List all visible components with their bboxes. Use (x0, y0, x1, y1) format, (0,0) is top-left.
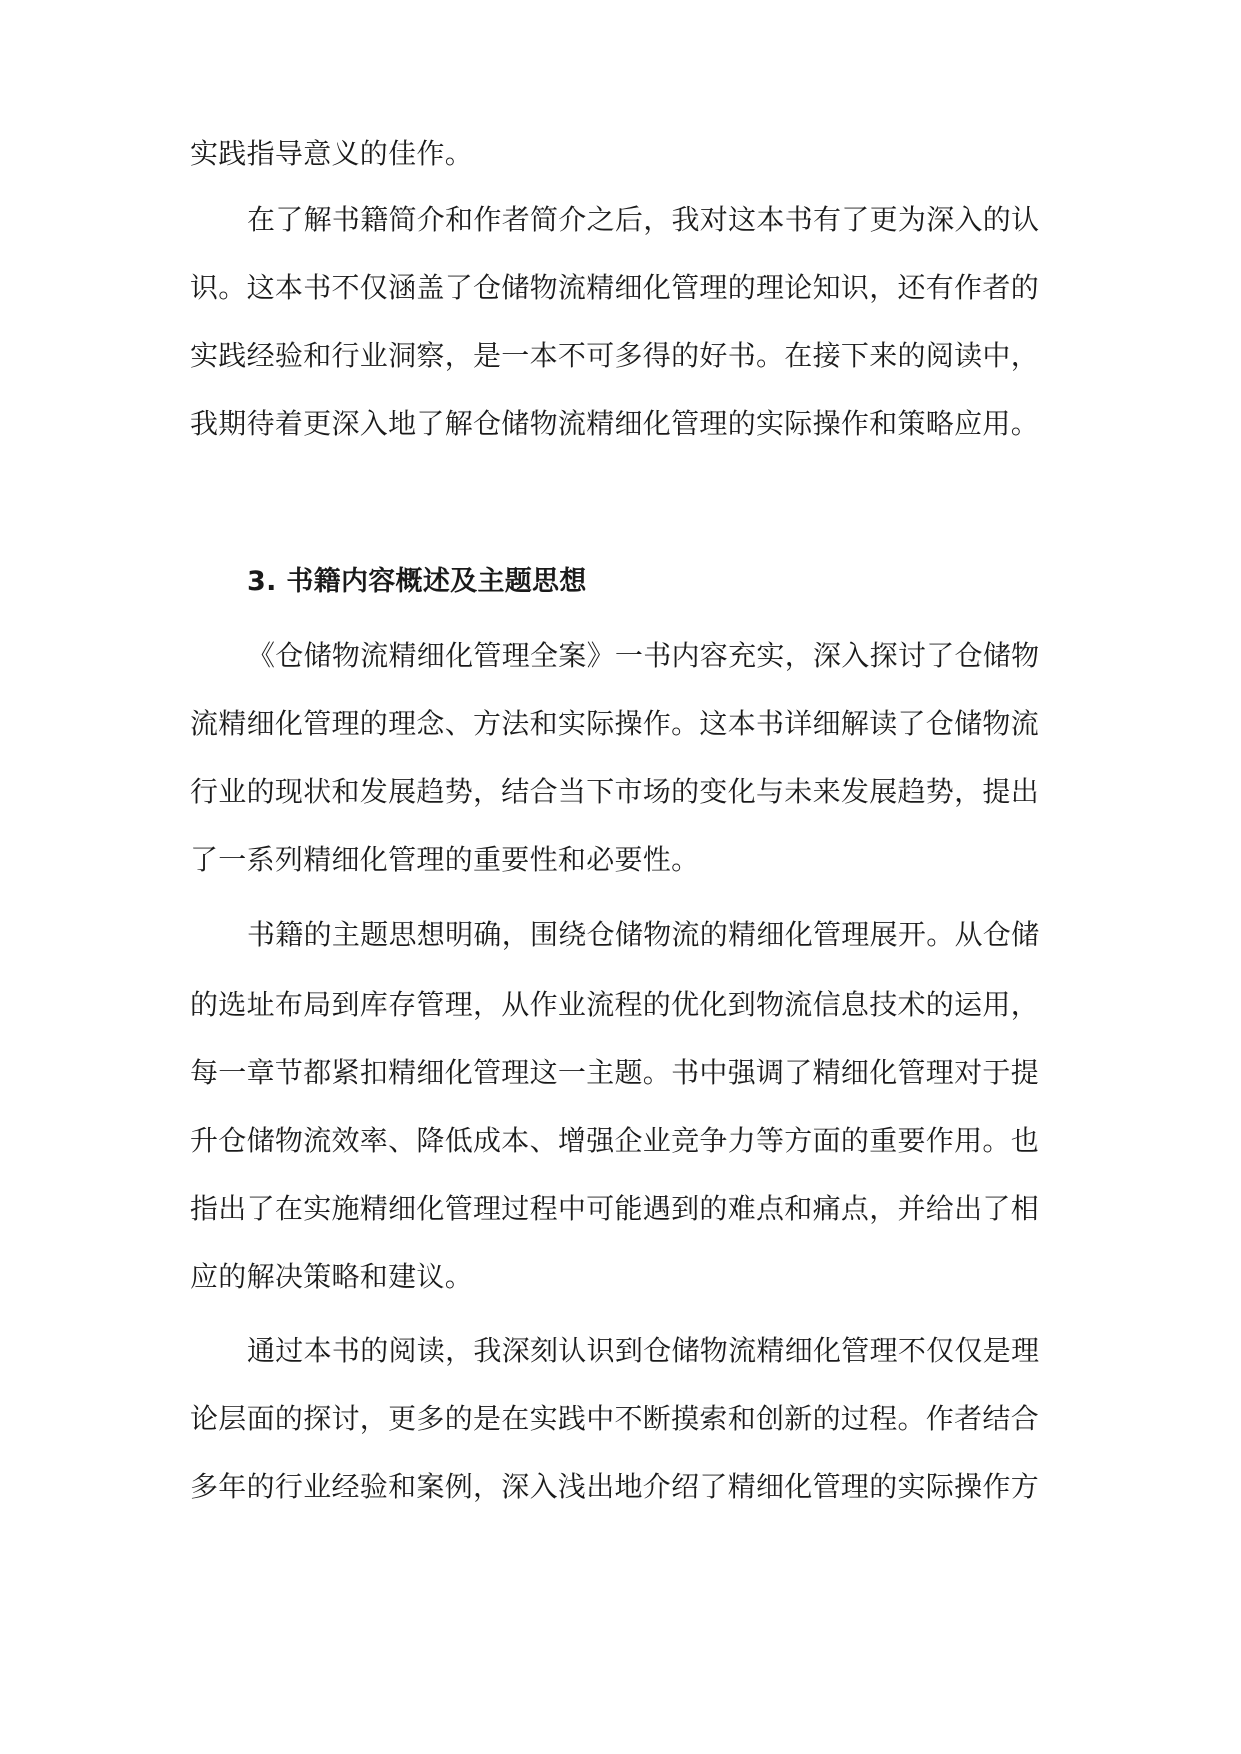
paragraph-line: 了一系列精细化管理的重要性和必要性。 (190, 843, 700, 876)
paragraph-line: 的选址布局到库存管理，从作业流程的优化到物流信息技术的运用， (190, 988, 1040, 1021)
paragraph-line: 升仓储物流效率、降低成本、增强企业竞争力等方面的重要作用。也 (190, 1124, 1040, 1157)
section-heading: 3. 书籍内容概述及主题思想 (247, 566, 587, 597)
paragraph-line: 论层面的探讨，更多的是在实践中不断摸索和创新的过程。作者结合 (190, 1402, 1040, 1435)
paragraph-line: 行业的现状和发展趋势，结合当下市场的变化与未来发展趋势，提出 (190, 775, 1040, 808)
paragraph-line: 书籍的主题思想明确，围绕仓储物流的精细化管理展开。从仓储 (247, 918, 1040, 951)
paragraph-line: 实践指导意义的佳作。 (190, 137, 474, 170)
paragraph-line: 指出了在实施精细化管理过程中可能遇到的难点和痛点，并给出了相 (190, 1192, 1040, 1225)
paragraph-line: 流精细化管理的理念、方法和实际操作。这本书详细解读了仓储物流 (190, 707, 1040, 740)
paragraph-line: 通过本书的阅读，我深刻认识到仓储物流精细化管理不仅仅是理 (247, 1334, 1040, 1367)
paragraph-line: 我期待着更深入地了解仓储物流精细化管理的实际操作和策略应用。 (190, 407, 1040, 440)
paragraph-line: 在了解书籍简介和作者简介之后，我对这本书有了更为深入的认 (247, 203, 1040, 236)
paragraph-line: 识。这本书不仅涵盖了仓储物流精细化管理的理论知识，还有作者的 (190, 271, 1040, 304)
paragraph-line: 实践经验和行业洞察，是一本不可多得的好书。在接下来的阅读中， (190, 339, 1040, 372)
paragraph-line: 应的解决策略和建议。 (190, 1260, 474, 1293)
paragraph-line: 每一章节都紧扣精细化管理这一主题。书中强调了精细化管理对于提 (190, 1056, 1040, 1089)
paragraph-line: 《仓储物流精细化管理全案》一书内容充实，深入探讨了仓储物 (247, 639, 1040, 672)
paragraph-line: 多年的行业经验和案例，深入浅出地介绍了精细化管理的实际操作方 (190, 1470, 1040, 1503)
